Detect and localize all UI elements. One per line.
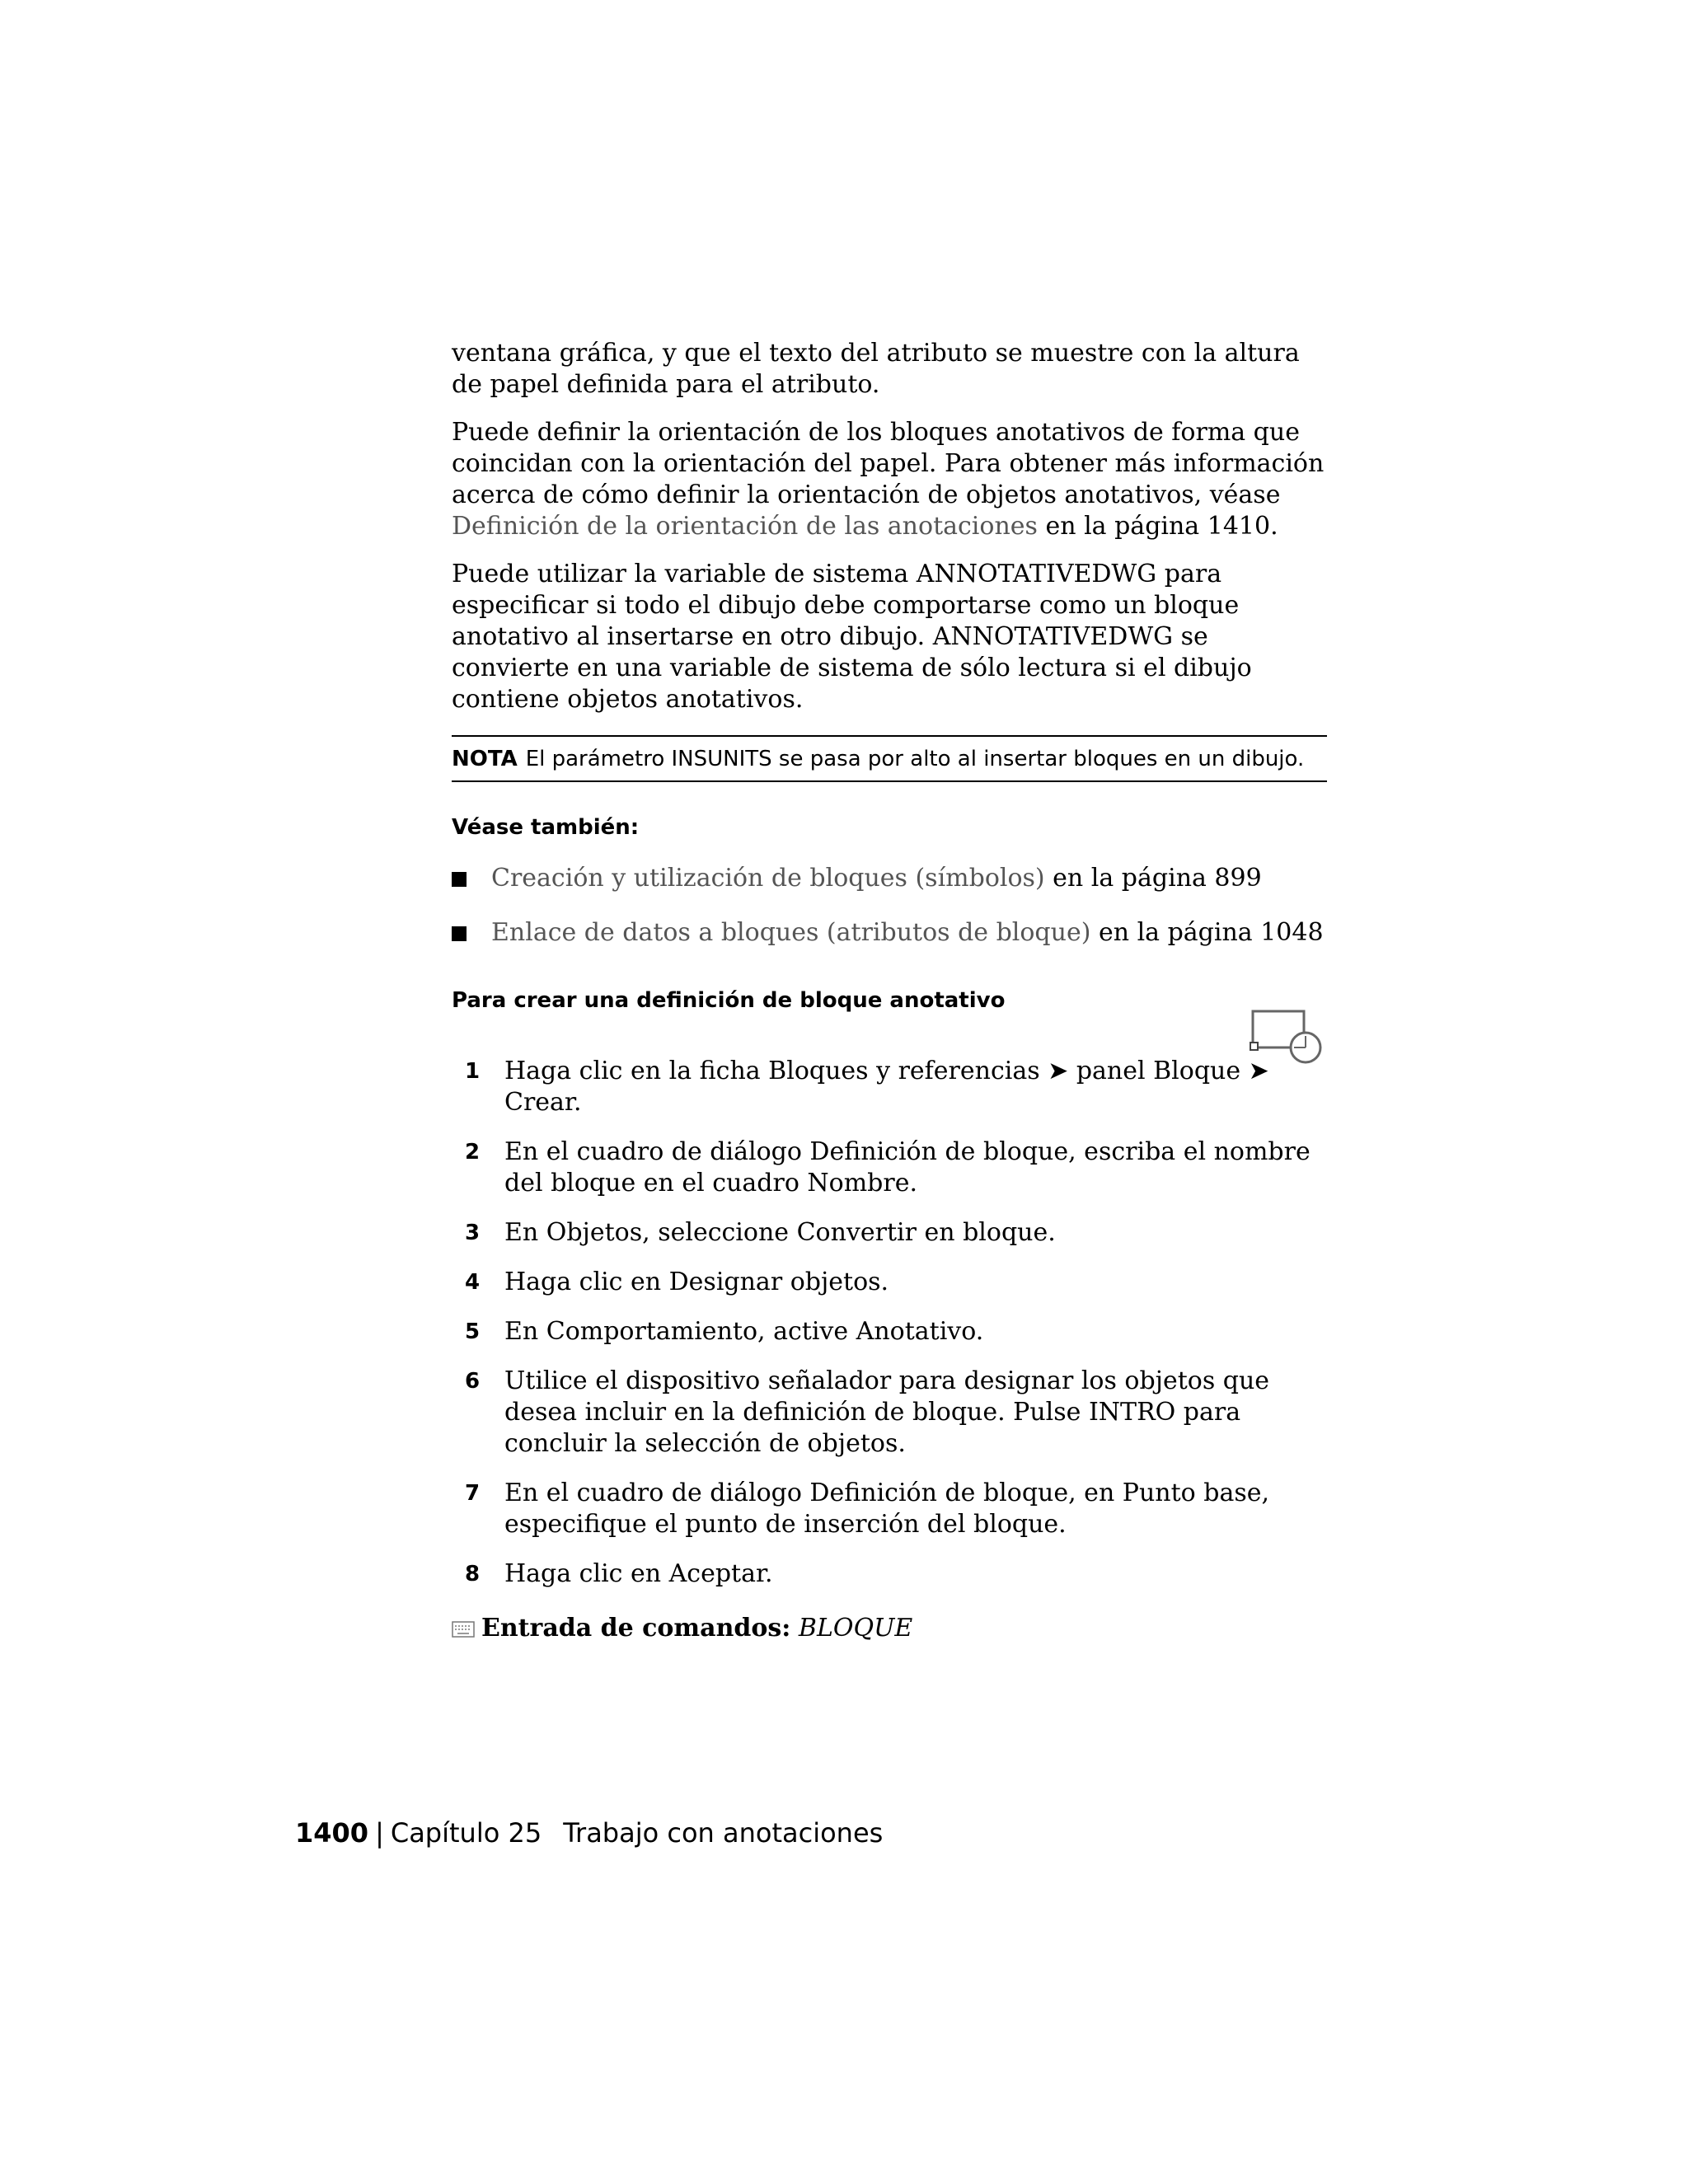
link-orientation-annotations[interactable]: Definición de la orientación de las anotaciones xyxy=(452,512,1038,541)
procedure-step xyxy=(452,1267,1327,1298)
procedure-step xyxy=(452,1316,1327,1347)
step-number: 8 xyxy=(465,1562,481,1586)
see-also-heading: Véase también: xyxy=(452,815,640,840)
command-entry xyxy=(452,1613,1327,1644)
paragraph-text: Puede utilizar la variable de sistema ANNOTATIVEDWG para especificar si todo el dibujo debe comportarse como un bloque anotativo al insertarse en otro dibujo. ANNOTATIVEDWG se convierte en una variable de sistema de sólo lectura si el dibujo contiene objetos anotativos. xyxy=(452,560,1252,714)
step-text: En Comportamiento, active Anotativo. xyxy=(504,1317,984,1346)
see-also-item xyxy=(452,917,1327,949)
keyboard-icon xyxy=(452,1621,475,1638)
step-number: 3 xyxy=(465,1221,481,1245)
note-label: NOTA xyxy=(452,747,518,771)
procedure-step xyxy=(452,1558,1327,1590)
procedure-step xyxy=(452,1366,1327,1460)
see-also-list xyxy=(452,863,1327,949)
link-block-attributes[interactable]: Enlace de datos a bloques (atributos de bloque) xyxy=(491,918,1091,947)
paragraph-text: ventana gráfica, y que el texto del atributo se muestre con la altura de papel definida para el atributo. xyxy=(452,339,1300,399)
square-bullet-icon xyxy=(452,926,467,941)
paragraph-text: Puede definir la orientación de los bloques anotativos de forma que coincidan con la orientación del papel. Para obtener más información acerca de cómo definir la orientación de objetos anotativos, véase xyxy=(452,418,1325,509)
page-number: 1400 xyxy=(295,1817,369,1849)
paragraph-attribute-height xyxy=(452,338,1327,401)
step-number: 6 xyxy=(465,1369,481,1394)
step-text: Utilice el dispositivo señalador para designar los objetos que desea incluir en la definición de bloque. Pulse INTRO para concluir la selección de objetos. xyxy=(504,1366,1270,1458)
step-text: En el cuadro de diálogo Definición de bloque, en Punto base, especifique el punto de inserción del bloque. xyxy=(504,1479,1270,1539)
chapter-title: Trabajo con anotaciones xyxy=(563,1817,884,1849)
step-text: Haga clic en Aceptar. xyxy=(504,1559,773,1588)
procedure-step xyxy=(452,1056,1327,1118)
step-number: 5 xyxy=(465,1319,481,1344)
procedure-heading: Para crear una definición de bloque anotativo xyxy=(452,988,1006,1013)
step-text: Haga clic en Designar objetos. xyxy=(504,1268,889,1296)
footer-separator: | xyxy=(375,1817,384,1849)
step-number: 4 xyxy=(465,1270,481,1295)
step-text: En Objetos, seleccione Convertir en bloque. xyxy=(504,1218,1056,1247)
procedure-step xyxy=(452,1217,1327,1249)
procedure-step xyxy=(452,1478,1327,1540)
page-footer xyxy=(295,1816,883,1849)
procedure-steps xyxy=(452,1056,1327,1590)
step-number: 2 xyxy=(465,1140,481,1165)
create-block-icon xyxy=(1250,1008,1324,1066)
see-also-suffix: en la página 899 xyxy=(1044,864,1262,893)
command-entry-label: Entrada de comandos: xyxy=(481,1614,791,1643)
step-text: En el cuadro de diálogo Definición de bloque, escriba el nombre del bloque en el cuadro Nombre. xyxy=(504,1137,1311,1197)
link-blocks-symbols[interactable]: Creación y utilización de bloques (símbolos) xyxy=(491,864,1045,893)
note-box xyxy=(452,735,1327,782)
see-also-suffix: en la página 1048 xyxy=(1090,918,1324,947)
step-number: 7 xyxy=(465,1481,481,1506)
page-content xyxy=(452,338,1327,1644)
square-bullet-icon xyxy=(452,872,467,887)
note-text: El parámetro INSUNITS se pasa por alto al insertar bloques en un dibujo. xyxy=(525,747,1305,771)
command-entry-value: BLOQUE xyxy=(798,1614,913,1643)
chapter-label: Capítulo 25 xyxy=(390,1817,542,1849)
step-number: 1 xyxy=(465,1059,481,1084)
paragraph-text-suffix: en la página 1410. xyxy=(1037,512,1278,541)
see-also-item xyxy=(452,863,1327,894)
procedure-step xyxy=(452,1137,1327,1199)
step-text: Haga clic en la ficha Bloques y referencias ➤ panel Bloque ➤ Crear. xyxy=(504,1057,1269,1117)
paragraph-annotativedwg xyxy=(452,559,1327,715)
paragraph-orientation xyxy=(452,417,1327,542)
